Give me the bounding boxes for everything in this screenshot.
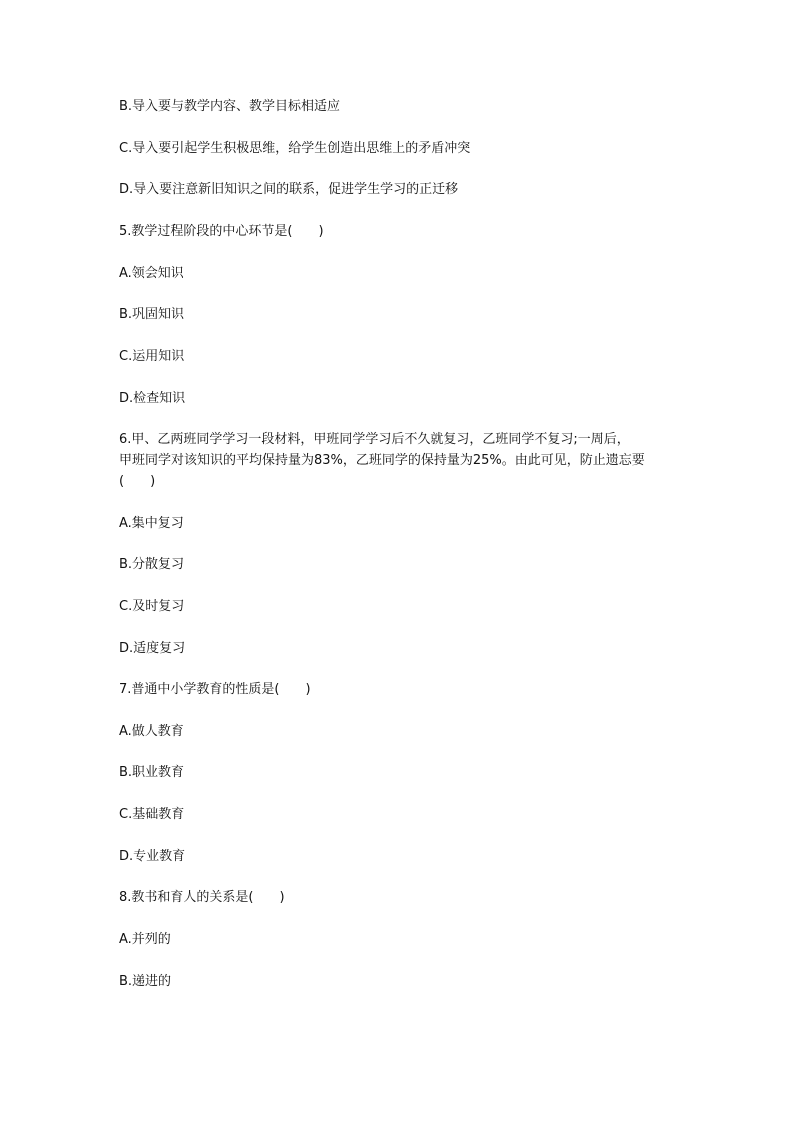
option-6a: A.集中复习: [119, 516, 184, 531]
option-6d: D.适度复习: [119, 641, 186, 656]
question-5: 5.教学过程阶段的中心环节是( ): [119, 224, 324, 239]
option-5c: C.运用知识: [119, 349, 185, 364]
option-5a: A.领会知识: [119, 266, 184, 281]
option-4d: D.导入要注意新旧知识之间的联系，促进学生学习的正迁移: [119, 182, 459, 197]
option-7c: C.基础教育: [119, 807, 185, 822]
question-6-line-1: 6.甲、乙两班同学学习一段材料，甲班同学学习后不久就复习，乙班同学不复习;一周后，: [119, 432, 630, 447]
option-4b: B.导入要与教学内容、教学目标相适应: [119, 99, 341, 114]
option-7d: D.专业教育: [119, 849, 186, 864]
option-5d: D.检查知识: [119, 391, 186, 406]
question-8: 8.教书和育人的关系是( ): [119, 890, 285, 905]
option-4c: C.导入要引起学生积极思维，给学生创造出思维上的矛盾冲突: [119, 141, 471, 156]
option-7a: A.做人教育: [119, 724, 184, 739]
question-7: 7.普通中小学教育的性质是( ): [119, 682, 311, 697]
option-5b: B.巩固知识: [119, 307, 185, 322]
option-8b: B.递进的: [119, 974, 172, 989]
question-6-line-3: ( ): [119, 474, 156, 489]
option-6c: C.及时复习: [119, 599, 185, 614]
option-8a: A.并列的: [119, 932, 171, 947]
option-7b: B.职业教育: [119, 765, 185, 780]
option-6b: B.分散复习: [119, 557, 185, 572]
question-6-line-2: 甲班同学对该知识的平均保持量为83%，乙班同学的保持量为25%。由此可见，防止遗忘要: [119, 453, 645, 468]
